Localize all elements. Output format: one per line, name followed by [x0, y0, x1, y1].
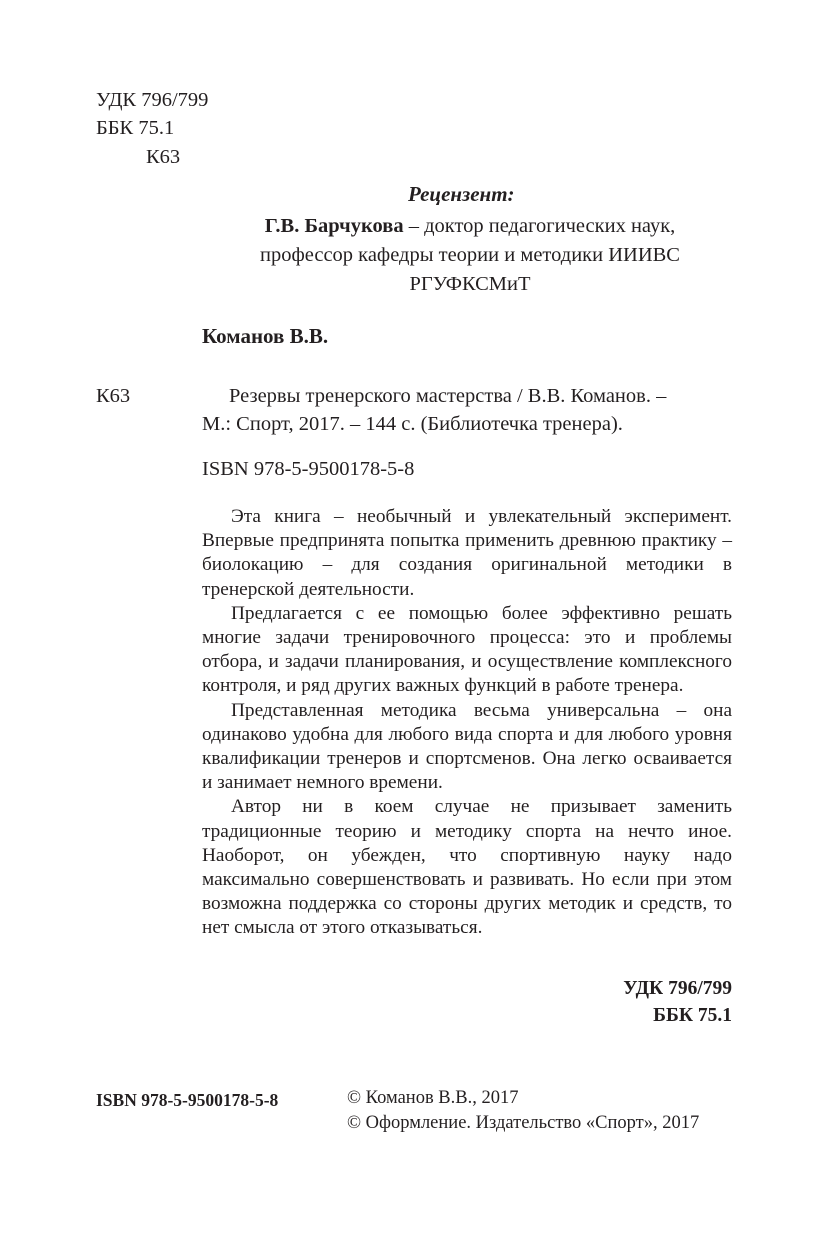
author-mark: К63	[146, 146, 181, 168]
reviewer-label: Рецензент:	[408, 182, 515, 206]
bibliography-mark: К63	[96, 385, 131, 407]
bbk-code: ББК 75.1	[96, 117, 175, 139]
bibliography-line-2: М.: Спорт, 2017. – 144 с. (Библиотечка тренера).	[202, 413, 623, 435]
bibliography-line-1: Резервы тренерского мастерства / В.В. Команов. –	[229, 385, 667, 407]
abstract-paragraph: Эта книга – необычный и увлекательный эксперимент. Впервые предпринята попытка применить древнюю практику – биолокацию – для создания оригинальной методики в тренерской деятельности.	[202, 506, 732, 600]
footer-isbn: ISBN 978-5-9500178-5-8	[96, 1090, 279, 1110]
bibliography-isbn: ISBN 978-5-9500178-5-8	[202, 458, 415, 480]
footer-bbk: ББК 75.1	[653, 1005, 732, 1026]
reviewer-info	[200, 212, 740, 299]
abstract	[202, 505, 732, 941]
abstract-paragraph: Представленная методика весьма универсальна – она одинаково удобна для любого вида спорта и для любого уровня квалификации тренеров и спортсменов. Она легко осваивается и занимает немного времени.	[202, 699, 732, 794]
abstract-paragraph: Предлагается с ее помощью более эффективно решать многие задачи тренировочного процесса: это и проблемы отбора, и задачи планирования, и осуществление комплексного контроля, и ряд других важных функций в работе тренера.	[202, 602, 732, 697]
udk-code: УДК 796/799	[96, 89, 209, 111]
copyright-author: © Команов В.В., 2017	[347, 1088, 519, 1108]
reviewer-line-2: профессор кафедры теории и методики ИИИВС	[260, 244, 680, 266]
footer-udk: УДК 796/799	[623, 978, 732, 999]
reviewer-name: Г.В. Барчукова	[264, 215, 404, 237]
author-heading: Команов В.В.	[202, 324, 329, 348]
reviewer-title: – доктор педагогических наук,	[403, 215, 676, 237]
abstract-paragraph: Автор ни в коем случае не призывает заменить традиционные теорию и методику спорта на нечто иное. Наоборот, он убежден, что спортивную науку надо максимально совершенствовать и развивать. Но если при этом возможна поддержка со стороны других методик и средств, то нет смысла от этого отказываться.	[202, 796, 732, 939]
copyright-design: © Оформление. Издательство «Спорт», 2017	[347, 1113, 700, 1133]
reviewer-line-3: РГУФКСМиТ	[409, 273, 531, 295]
reviewer-line-1	[200, 212, 740, 241]
